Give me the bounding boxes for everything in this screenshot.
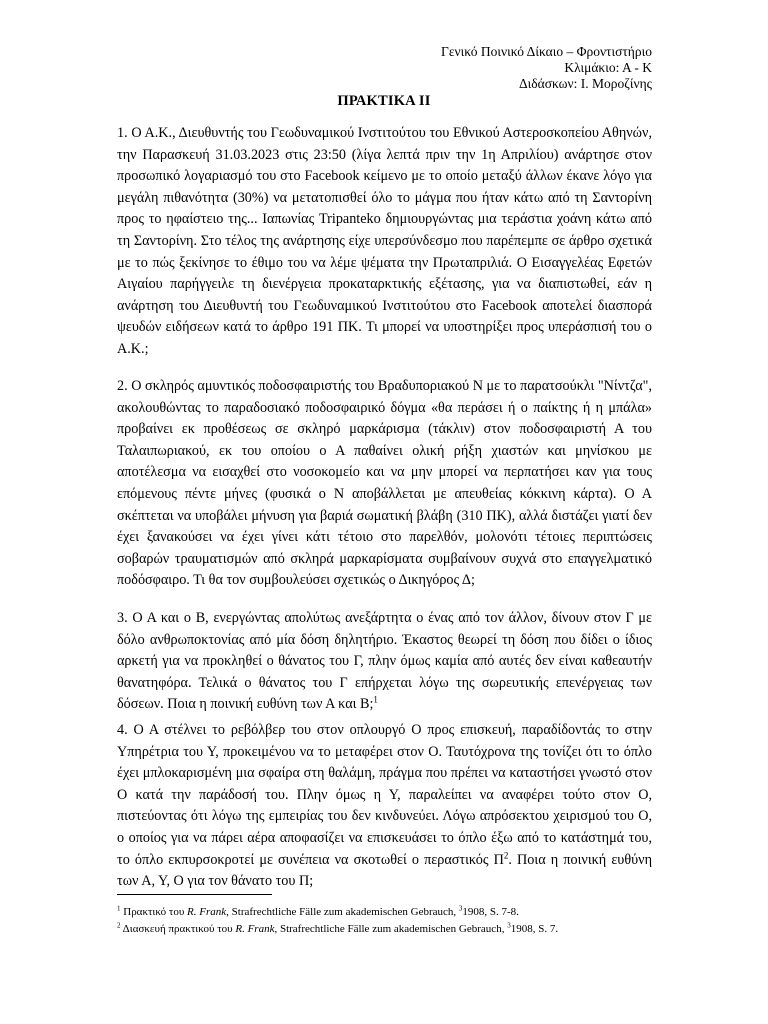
footnote-1-prefix: Πρακτικό του (123, 906, 188, 918)
footnote-1-edition: 3 (458, 904, 463, 913)
case-paragraph-4 (117, 720, 652, 893)
instructor-name: Διδάσκων: Ι. Μοροζίνης (518, 76, 652, 91)
course-name: Γενικό Ποινικό Δίκαιο – Φροντιστήριο (441, 44, 652, 59)
footnote-ref-2[interactable]: 2 (503, 849, 509, 860)
case-3-text: 3. Ο Α και ο Β, ενεργώντας απολύτως ανεξάρτητα ο ένας από τον άλλον, δίνουν στον Γ με δόλο ανθρωποκτονίας από μία δόση δηλητήριο. Έκαστος θεωρεί τη δόση που δίδει ο ίδιος αρκετή για να προκληθεί ο θάνατος του Γ, πλην όμως καμία από αυτές δεν είναι καθεαυτήν θανατηφόρα. Τελικά ο θάνατος του Γ επήρχεται λόγω της σωρευτικής επενέργειας των δόσεων. Ποια η ποινική ευθύνη των Α και Β; (117, 610, 652, 713)
case-paragraph-1 (117, 123, 652, 361)
footnote-1-source: , Strafrechtliche Fälle zum akademischen Gebrauch, (226, 906, 459, 918)
case-2-text: 2. Ο σκληρός αμυντικός ποδοσφαιριστής του Βραδυποριακού Ν με το παρατσούκλι "Νίντζα", ακολουθώντας το παραδοσιακό ποδοσφαιρικό δόγμα «θα περάσει ή ο παίκτης ή η μπάλα» προβαίνει εκ προθέσεως σε σκληρό μαρκάρισμα (τάκλιν) στον ποδοσφαιριστή Α του Ταλαιπωριακού, εκ του οποίου ο Α παθαίνει ολική ρήξη χιαστών και μηνίσκου με αποτέλεσμα να εισαχθεί στο νοσοκομείο και να μην μπορεί να περπατήσει καν για τους επόμενους πέντε μήνες (φυσικά ο Ν αποβάλλεται με απευθείας κόκκινη κάρτα). Ο Α σκέπτεται να υποβάλει μήνυση για βαριά σωματική βλάβη (310 ΠΚ), αλλά διστάζει γιατί δεν έχει ξανακούσει να έχει γίνει κάτι τέτοιο στο παρελθόν, μολονότι τέτοιες περιπτώσεις σοβαρών τραυματισμών από σκληρά μαρκαρίσματα συμβαίνουν συχνά στο επαγγελματικό ποδόσφαιρο. Τι θα τον συμβουλεύσει σχετικώς ο Δικηγόρος Δ; (117, 378, 652, 589)
footnote-2-year: 1908, S. 7. (510, 923, 559, 935)
footnote-2-edition: 3 (507, 921, 511, 930)
footnote-2 (117, 922, 677, 936)
case-1-text: 1. Ο Α.Κ., Διευθυντής του Γεωδυναμικού Ινστιτούτου του Εθνικού Αστεροσκοπείου Αθηνών, την Παρασκευή 31.03.2023 στις 23:50 (λίγα λεπτά πριν την 1η Απριλίου) ανάρτησε στον προσωπικό λογαριασμό του στο Facebook κείμενο με το οποίο μεταξύ άλλων έκανε λόγο για μεγάλη πιθανότητα (30%) να μετατοπισθεί όλο το μάγμα που ήταν κάτω από τη Σαντορίνη προς το ηφαίστειο της... Ιαπωνίας Tripanteko δημιουργώντας μια τεράστια χοάνη κάτω από τη Σαντορίνη. Στο τέλος της ανάρτησης είχε υπερσύνδεσμο που παρέπεμπε σε άρθρο σχετικά με το πώς ξεκίνησε το έθιμο του να λέμε ψέματα την Πρωταπριλιά. Ο Εισαγγελέας Εφετών Αιγαίου παρήγγειλε τη διενέργεια προκαταρκτικής εξέτασης, για να διαπιστωθεί, εάν η ανάρτηση του Διευθυντή του Γεωδυναμικού Ινστιτούτου στο Facebook αποτελεί διασπορά ψευδών ειδήσεων κατά το άρθρο 191 ΠΚ. Τι μπορεί να υποστηρίξει προς υπεράσπισή του ο Α.Κ.; (117, 125, 652, 357)
footnote-1-year: 1908, S. 7-8. (462, 906, 519, 918)
footnote-2-number: 2 (117, 921, 121, 930)
case-paragraph-2 (117, 376, 652, 592)
document-header (441, 44, 652, 92)
footnote-1-number: 1 (117, 904, 121, 913)
footnote-1 (117, 905, 677, 919)
case-4-text: 4. Ο Α στέλνει το ρεβόλβερ του στον οπλουργό Ο προς επισκευή, παραδίδοντάς το στην Υπηρέτρια του Υ, προκειμένου να το μεταφέρει στον Ο. Ταυτόχρονα της τονίζει ότι το όπλο έχει μπλοκαρισμένη μια σφαίρα στη θαλάμη, πράγμα που πρέπει να καταστήσει γνωστό στον Ο κατά την παράδοσή του. Πλην όμως η Υ, παραλείπει να αναφέρει τούτο στον Ο, πιστεύοντας ότι λόγω της εμπειρίας του δεν κινδυνεύει. Λόγω απρόσεκτου χειρισμού του Ο, ο οποίος για να πάρει αέρα αποφασίζει να επισκευάσει το όπλο έξω από το κατάστημά του, το όπλο εκπυρσοκροτεί με συνέπεια να σκοτωθεί ο περαστικός Π (117, 722, 652, 868)
footnote-separator (117, 894, 272, 895)
case-4-tail: . Ποια η ποινική ευθύνη των Α, Υ, Ο για τον θάνατο του Π; (117, 851, 652, 890)
footnote-2-author: R. Frank (235, 923, 275, 935)
footnote-ref-1[interactable]: 1 (373, 694, 378, 705)
footnote-1-author: R. Frank (187, 906, 227, 918)
footnote-2-prefix: Διασκευή πρακτικού του (122, 923, 236, 935)
footnote-2-source: , Strafrechtliche Fälle zum akademischen Gebrauch, (274, 923, 508, 935)
course-group: Κλιμάκιο: Α - Κ (564, 60, 652, 75)
case-paragraph-3 (117, 608, 652, 716)
page-title: ΠΡΑΚΤΙΚΑ ΙΙ (337, 93, 431, 109)
